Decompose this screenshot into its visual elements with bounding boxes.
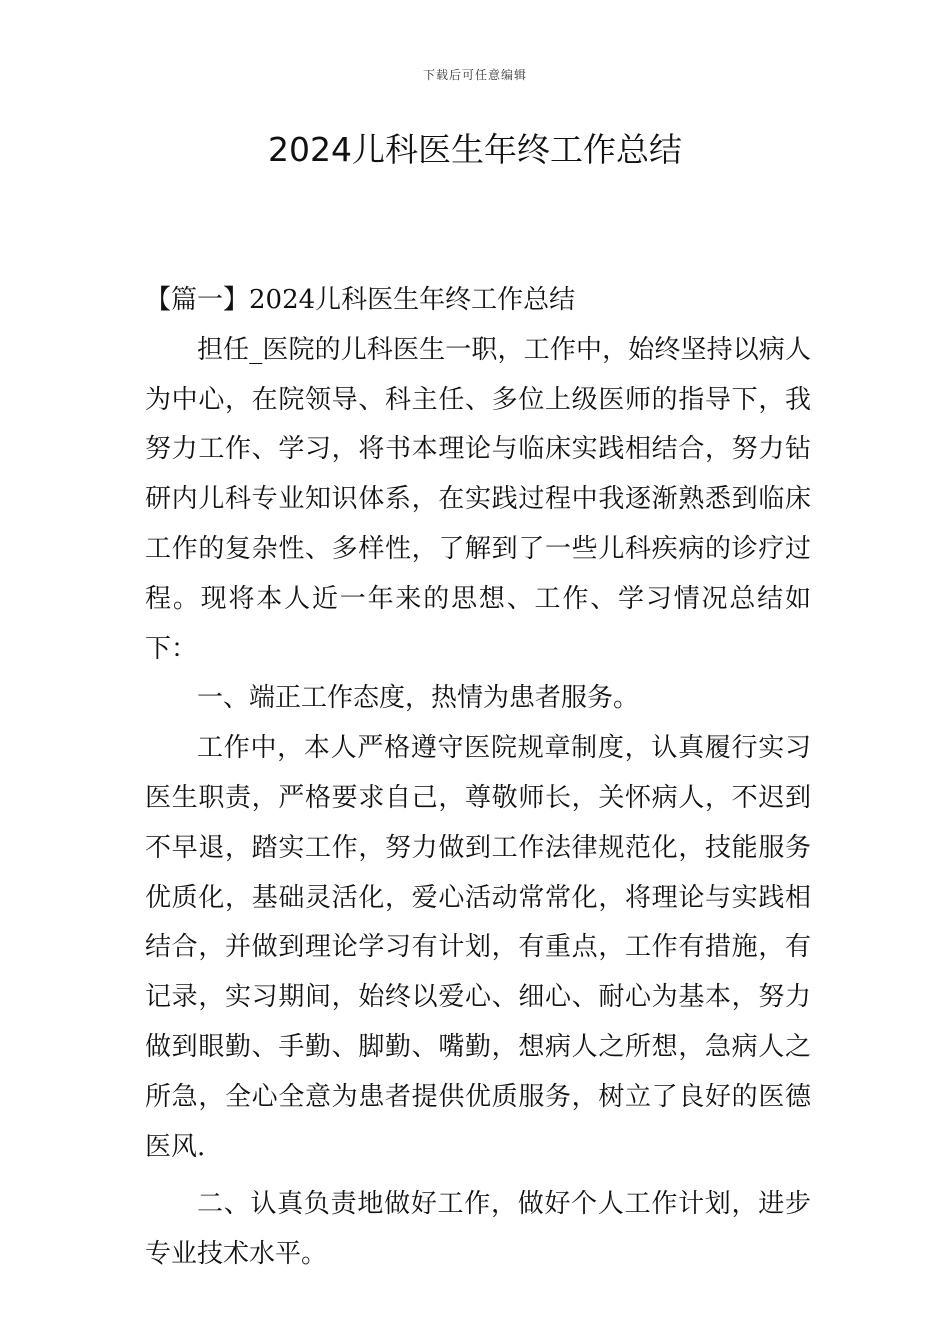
document-body [145, 276, 811, 1280]
subheading-attitude: 一、端正工作态度，热情为患者服务。 [197, 683, 640, 714]
document-title: 2024儿科医生年终工作总结 [268, 130, 682, 169]
paragraph-intro: 担任_医院的儿科医生一职，工作中，始终坚持以病人为中心，在院领导、科主任、多位上级医师的指导下，我努力工作、学习，将书本理论与临床实践相结合，努力钻研内儿科专业知识体系，在实践过程中我逐渐熟悉到临床工作的复杂性、多样性，了解到了一些儿科疾病的诊疗过程。现将本人近一年来的思想、工作、学习情况总结如下： [145, 334, 811, 664]
paragraph-attitude: 工作中，本人严格遵守医院规章制度，认真履行实习医生职责，严格要求自己，尊敬师长，关怀病人，不迟到不早退，踏实工作，努力做到工作法律规范化，技能服务优质化，基础灵活化，爱心活动常常化，将理论与实践相结合，并做到理论学习有计划，有重点，工作有措施，有记录，实习期间，始终以爱心、细心、耐心为基本，努力做到眼勤、手勤、脚勤、嘴勤，想病人之所想，急病人之所急，全心全意为患者提供优质服务，树立了良好的医德医风. [145, 733, 811, 1162]
section-heading: 【篇一】2024儿科医生年终工作总结 [145, 285, 576, 315]
subheading-responsibility: 二、认真负责地做好工作，做好个人工作计划，进步专业技术水平。 [145, 1189, 811, 1270]
header-note: 下载后可任意编辑 [422, 68, 527, 82]
